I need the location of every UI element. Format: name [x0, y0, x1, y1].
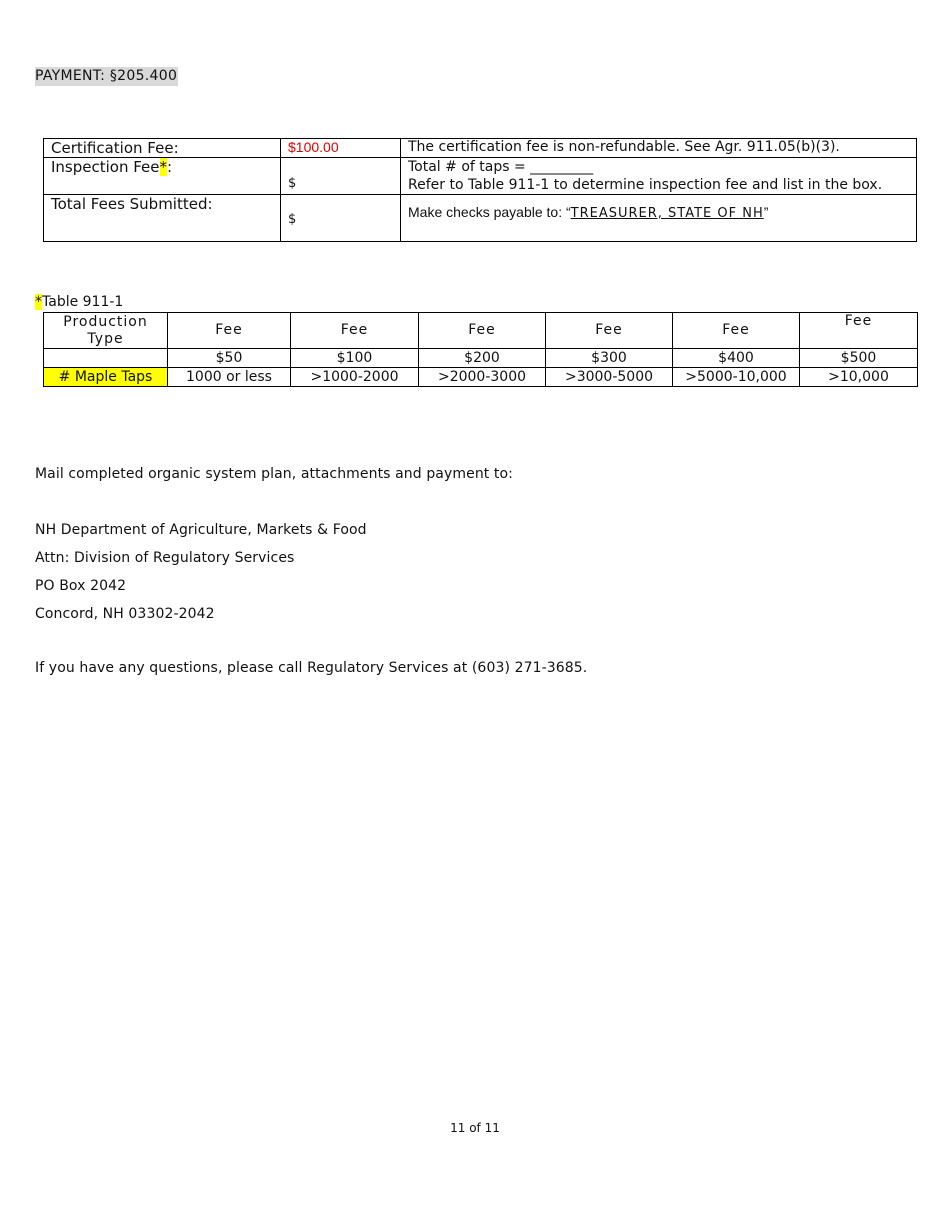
address-line-city: Concord, NH 03302-2042 [35, 606, 215, 622]
fee-table [43, 138, 917, 242]
certification-fee-label: Certification Fee: [44, 139, 281, 158]
tap-table-fee-row [44, 349, 918, 368]
total-fees-dollar: $ [288, 212, 297, 227]
production-type-header: Production Type [44, 313, 168, 349]
fee-header: Fee [546, 313, 673, 349]
fee-header: Fee [800, 313, 918, 349]
questions-line: If you have any questions, please call Regulatory Services at (603) 271-3685. [35, 660, 588, 676]
inspection-fee-dollar: $ [288, 176, 297, 191]
tap-table-header-row [44, 313, 918, 349]
fee-value: $100 [291, 349, 419, 368]
table-caption-asterisk: * [35, 294, 42, 310]
inspection-fee-asterisk: * [159, 158, 168, 176]
fee-value: $500 [800, 349, 918, 368]
fee-row-label [44, 349, 168, 368]
taps-range: >10,000 [800, 368, 918, 387]
taps-range: >3000-5000 [546, 368, 673, 387]
fee-header: Fee [673, 313, 800, 349]
table-caption-text: Table 911-1 [42, 294, 124, 310]
total-fees-label: Total Fees Submitted: [44, 195, 281, 242]
taps-range: >2000-3000 [419, 368, 546, 387]
fee-header: Fee [419, 313, 546, 349]
certification-fee-amount [281, 139, 401, 158]
address-line-po-box: PO Box 2042 [35, 578, 127, 594]
payable-suffix: ” [763, 204, 769, 220]
section-heading: PAYMENT: §205.400 [35, 68, 178, 84]
certification-fee-note: The certification fee is non-refundable. See Agr. 911.05(b)(3). [401, 139, 917, 158]
maple-tap-fee-table [43, 312, 918, 387]
certification-fee-value: $100.00 [288, 139, 339, 155]
taps-count-line: Total # of taps = _________ [408, 159, 594, 175]
fee-header: Fee [291, 313, 419, 349]
payable-prefix: Make checks payable to: “ [408, 204, 571, 220]
taps-range: >5000-10,000 [673, 368, 800, 387]
inspection-fee-row [44, 158, 917, 195]
inspection-fee-label: Inspection Fee [51, 158, 160, 176]
page-number: 11 of 11 [450, 1121, 500, 1135]
taps-range: >1000-2000 [291, 368, 419, 387]
inspection-fee-colon: : [167, 158, 173, 176]
fee-header: Fee [168, 313, 291, 349]
inspection-fee-label-cell [44, 158, 281, 195]
mail-instructions: Mail completed organic system plan, attachments and payment to: [35, 466, 513, 482]
total-fees-input-cell[interactable] [281, 195, 401, 242]
taps-range: 1000 or less [168, 368, 291, 387]
payable-cell [401, 195, 917, 242]
fee-value: $50 [168, 349, 291, 368]
fee-value: $400 [673, 349, 800, 368]
refer-table-line: Refer to Table 911-1 to determine inspection fee and list in the box. [408, 177, 883, 193]
payable-line [408, 204, 916, 221]
fee-value: $300 [546, 349, 673, 368]
payable-name: TREASURER, STATE OF NH [570, 206, 764, 221]
address-line-department: NH Department of Agriculture, Markets & Food [35, 522, 367, 538]
table-caption [35, 294, 123, 310]
fee-value: $200 [419, 349, 546, 368]
address-line-attention: Attn: Division of Regulatory Services [35, 550, 295, 566]
tap-table-taps-row [44, 368, 918, 387]
inspection-fee-input-cell[interactable] [281, 158, 401, 195]
certification-fee-row [44, 139, 917, 158]
total-fees-row [44, 195, 917, 242]
maple-taps-label: # Maple Taps [44, 368, 168, 387]
inspection-fee-instructions [401, 158, 917, 195]
